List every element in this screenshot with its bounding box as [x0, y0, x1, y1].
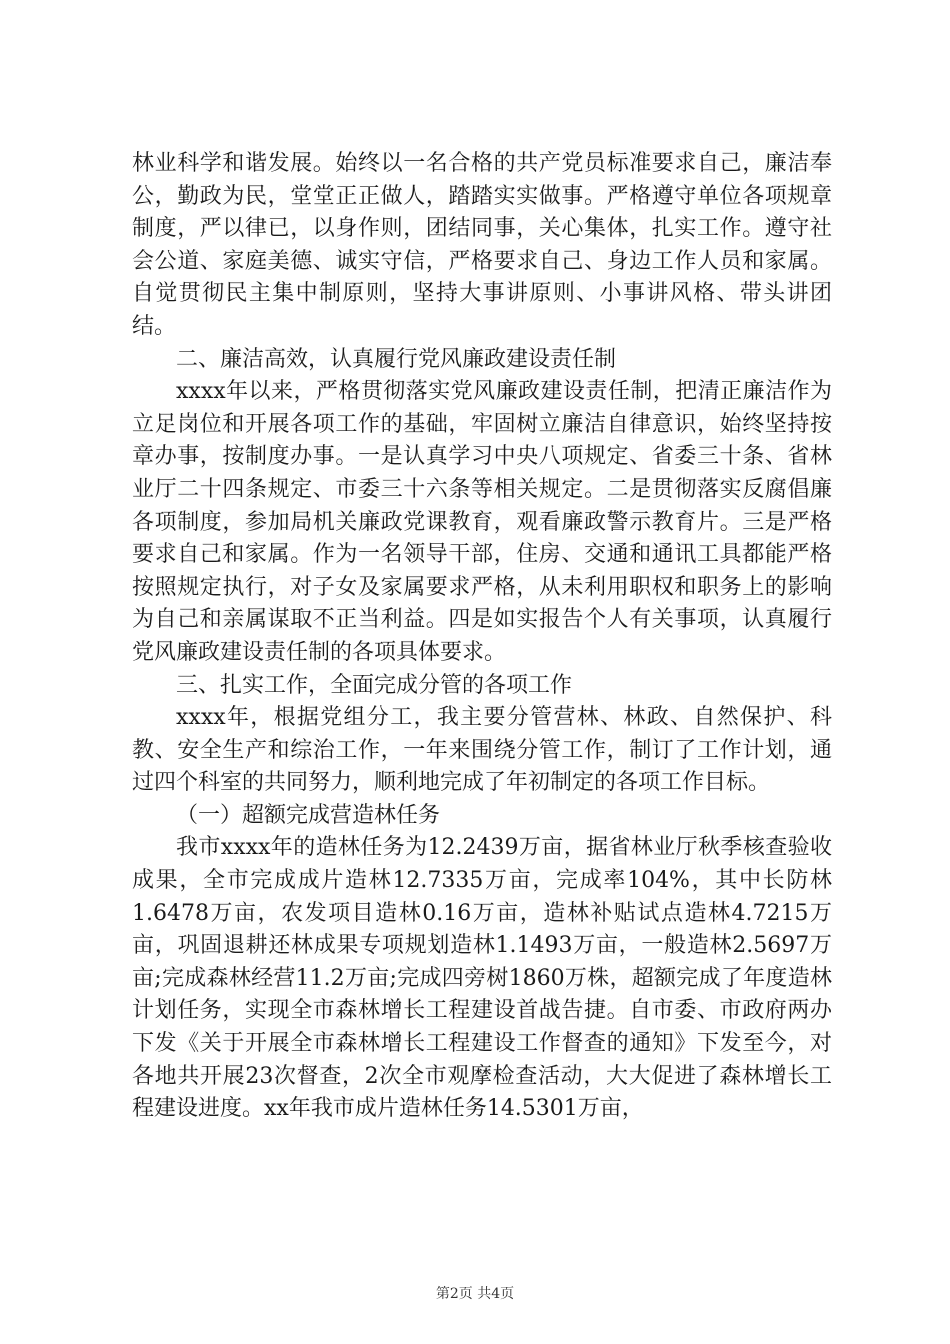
paragraph-work: xxxx年，根据党组分工，我主要分管营林、林政、自然保护、科教、安全生产和综治工作，一年来围绕分管工作，制订了工作计划，通过四个科室的共同努力，顺利地完成了年初制定的各项工作目标。	[132, 705, 832, 796]
paragraph-integrity: xxxx年以来，严格贯彻落实党风廉政建设责任制，把清正廉洁作为立足岗位和开展各项工作的基础，牢固树立廉洁自律意识，始终坚持按章办事，按制度办事。一是认真学习中央八项规定、省委三十条、省林业厅二十四条规定、市委三十六条等相关规定。二是贯彻落实反腐倡廉各项制度，参加局机关廉政党课教育，观看廉政警示教育片。三是严格要求自己和家属。作为一名领导干部，住房、交通和通讯工具都能严格按照规定执行，对子女及家属要求严格，从未利用职权和职务上的影响为自己和亲属谋取不正当利益。四是如实报告个人有关事项，认真履行党风廉政建设责任制的各项具体要求。	[132, 379, 832, 665]
section-heading-integrity: 二、廉洁高效，认真履行党风廉政建设责任制	[176, 346, 617, 372]
page-footer: 第2页 共4页	[435, 1286, 515, 1302]
subsection-heading-afforestation: （一）超额完成营造林任务	[176, 802, 441, 828]
document-body	[132, 148, 832, 1126]
section-heading-work: 三、扎实工作，全面完成分管的各项工作	[176, 672, 573, 698]
paragraph-afforestation: 我市xxxx年的造林任务为12.2439万亩，据省林业厅秋季核查验收成果，全市完成成片造林12.7335万亩，完成率104%，其中长防林1.6478万亩，农发项目造林0.16万亩，造林补贴试点造林4.7215万亩，巩固退耕还林成果专项规划造林1.1493万亩，一般造林2.5697万亩;完成森林经营11.2万亩;完成四旁树1860万株，超额完成了年度造林计划任务，实现全市森林增长工程建设首战告捷。自市委、市政府两办下发《关于开展全市森林增长工程建设工作督查的通知》下发至今，对各地共开展23次督查，2次全市观摩检查活动，大大促进了森林增长工程建设进度。xx年我市成片造林任务14.5301万亩，	[132, 835, 832, 1122]
paragraph-conduct: 林业科学和谐发展。始终以一名合格的共产党员标准要求自己，廉洁奉公，勤政为民，堂堂正正做人，踏踏实实做事。严格遵守单位各项规章制度，严以律已，以身作则，团结同事，关心集体，扎实工作。遵守社会公道、家庭美德、诚实守信，严格要求自己、身边工作人员和家属。自觉贯彻民主集中制原则，坚持大事讲原则、小事讲风格、带头讲团结。	[132, 151, 832, 339]
